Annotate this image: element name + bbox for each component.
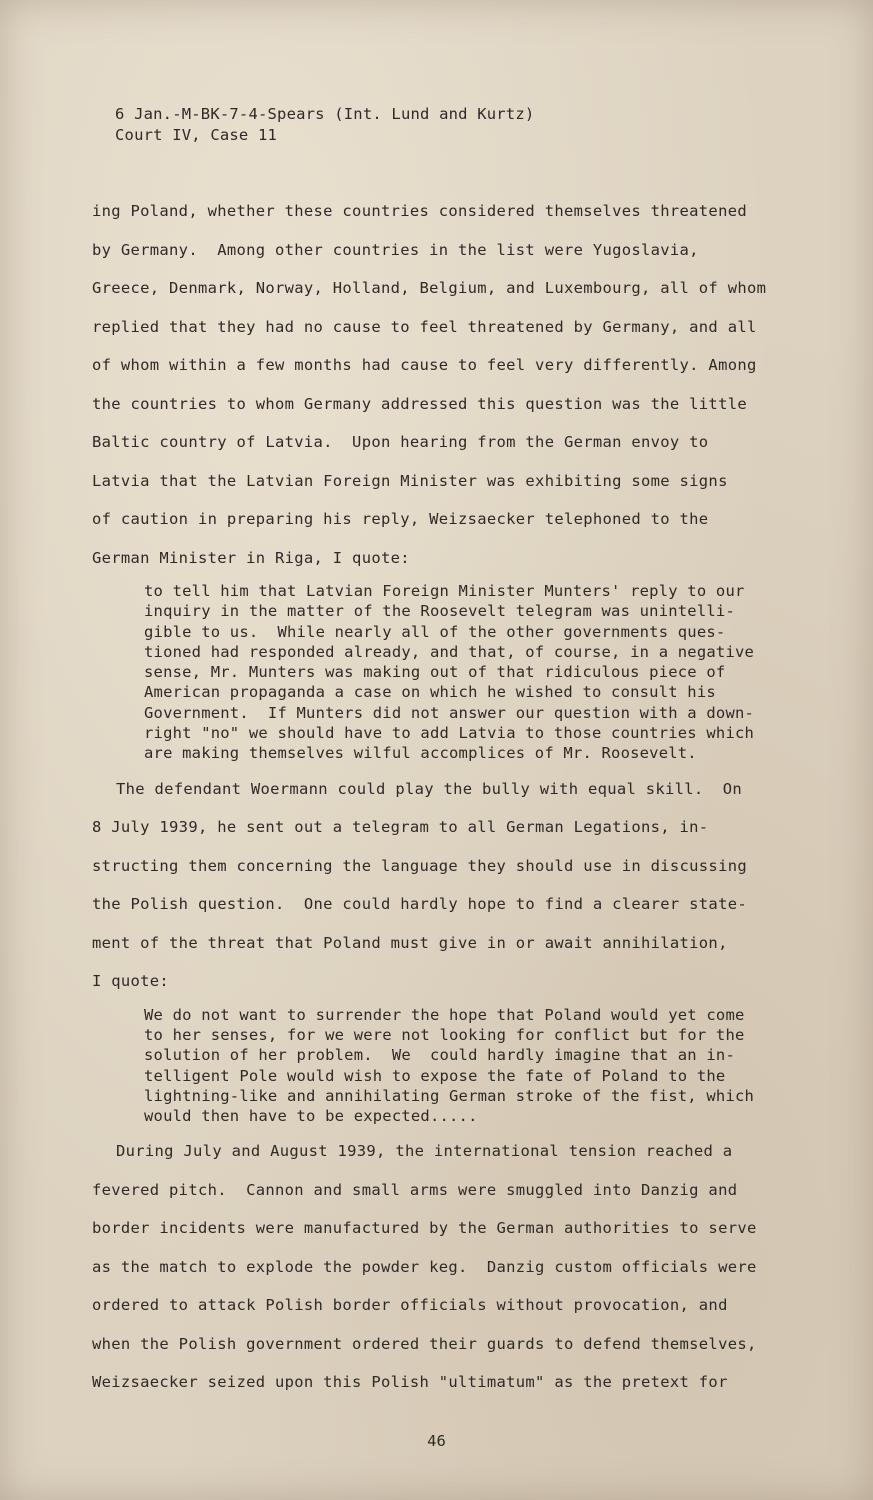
- paragraph-3: [92, 1132, 782, 1402]
- quote-line: to tell him that Latvian Foreign Minister Munters' reply to our: [144, 582, 745, 600]
- text-line: Baltic country of Latvia. Upon hearing from the German envoy to: [92, 433, 709, 451]
- text-line: the countries to whom Germany addressed this question was the little: [92, 394, 747, 413]
- text-line: ing Poland, whether these countries considered themselves threatened: [92, 202, 747, 220]
- text-line: fevered pitch. Cannon and small arms were smuggled into Danzig and: [92, 1180, 738, 1199]
- document-body: [92, 192, 782, 1402]
- quote-line: American propaganda a case on which he wished to consult his: [144, 683, 716, 702]
- text-line: ordered to attack Polish border officials without provocation, and: [92, 1296, 728, 1315]
- quote-line: lightning-like and annihilating German stroke of the fist, which: [144, 1086, 755, 1105]
- quote-line: We do not want to surrender the hope that Poland would yet come: [144, 1005, 745, 1024]
- text-line: of caution in preparing his reply, Weizsaecker telephoned to the: [92, 510, 709, 528]
- paragraph-1: [92, 192, 782, 577]
- page-number: 46: [427, 1432, 446, 1450]
- header-line-2: Court IV, Case 11: [115, 126, 278, 144]
- quote-line: sense, Mr. Munters was making out of that ridiculous piece of: [144, 663, 726, 682]
- paragraph-2: [92, 770, 782, 1001]
- quote-line: telligent Pole would wish to expose the fate of Poland to the: [144, 1066, 726, 1085]
- text-line: Greece, Denmark, Norway, Holland, Belgium, and Luxembourg, all of whom: [92, 279, 767, 297]
- quote-line: tioned had responded already, and that, of course, in a negative: [144, 642, 755, 661]
- quote-line: Government. If Munters did not answer our question with a down-: [144, 703, 755, 722]
- quote-line: would then have to be expected.....: [144, 1107, 478, 1126]
- text-line: Latvia that the Latvian Foreign Minister was exhibiting some signs: [92, 471, 728, 490]
- text-line: border incidents were manufactured by the German authorities to serve: [92, 1219, 757, 1238]
- text-line: when the Polish government ordered their guards to defend themselves,: [92, 1334, 757, 1353]
- quote-line: right "no" we should have to add Latvia to those countries which: [144, 724, 755, 743]
- quote-line: inquiry in the matter of the Roosevelt telegram was unintelli-: [144, 602, 735, 621]
- text-line: I quote:: [92, 972, 170, 991]
- quote-line: to her senses, for we were not looking for conflict but for the: [144, 1025, 745, 1044]
- text-line: replied that they had no cause to feel threatened by Germany, and all: [92, 317, 757, 336]
- text-line: structing them concerning the language they should use in discussing: [92, 856, 747, 875]
- block-quote-1: [144, 581, 782, 764]
- text-line: by Germany. Among other countries in the list were Yugoslavia,: [92, 240, 699, 259]
- document-header: [115, 104, 534, 146]
- block-quote-2: [144, 1005, 782, 1127]
- text-line: German Minister in Riga, I quote:: [92, 548, 410, 567]
- text-line: The defendant Woermann could play the bully with equal skill. On: [116, 779, 743, 798]
- text-line: as the match to explode the powder keg. Danzig custom officials were: [92, 1257, 757, 1276]
- text-line: of whom within a few months had cause to feel very differently. Among: [92, 356, 757, 374]
- text-line: During July and August 1939, the international tension reached a: [116, 1142, 733, 1161]
- quote-line: are making themselves wilful accomplices of Mr. Roosevelt.: [144, 744, 697, 763]
- text-line: 8 July 1939, he sent out a telegram to all German Legations, in-: [92, 818, 709, 837]
- quote-line: gible to us. While nearly all of the other governments ques-: [144, 622, 726, 641]
- text-line: Weizsaecker seized upon this Polish "ultimatum" as the pretext for: [92, 1373, 728, 1392]
- quote-line: solution of her problem. We could hardly imagine that an in-: [144, 1046, 735, 1065]
- text-line: ment of the threat that Poland must give in or await annihilation,: [92, 933, 728, 952]
- header-line-1: 6 Jan.-M-BK-7-4-Spears (Int. Lund and Kurtz): [115, 105, 535, 123]
- text-line: the Polish question. One could hardly hope to find a clearer state-: [92, 895, 747, 914]
